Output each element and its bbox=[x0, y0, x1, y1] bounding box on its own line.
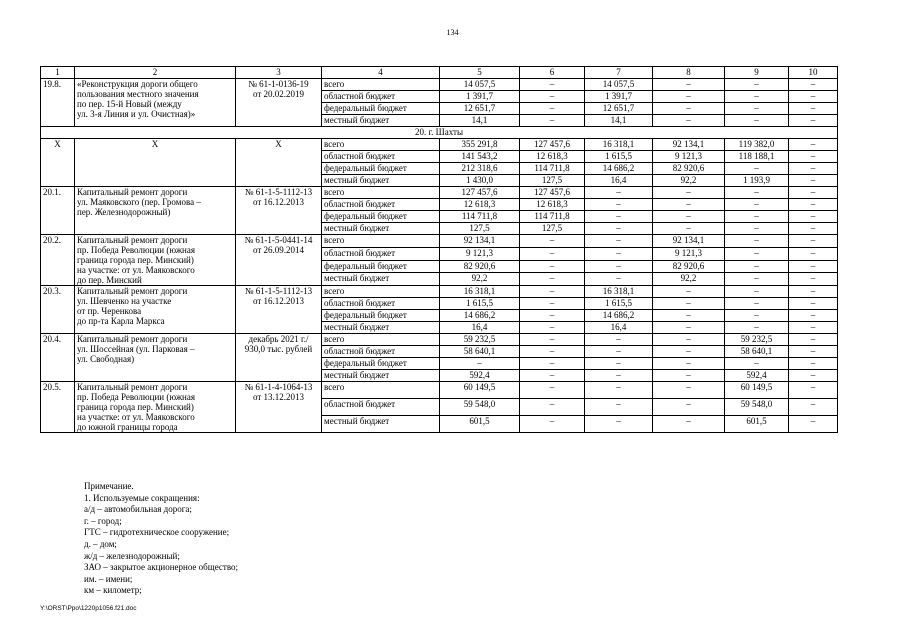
amount-cell: 59 232,5 bbox=[725, 334, 789, 346]
column-number-cell: 2 bbox=[75, 67, 236, 79]
amount-cell: – bbox=[789, 322, 838, 334]
amount-cell: – bbox=[653, 346, 725, 358]
amount-cell: – bbox=[789, 346, 838, 358]
amount-cell: – bbox=[725, 199, 789, 211]
funding-source: всего bbox=[322, 79, 440, 91]
amount-cell: 127 457,6 bbox=[520, 139, 585, 151]
amount-cell: 16,4 bbox=[585, 322, 653, 334]
amount-cell: – bbox=[520, 115, 585, 127]
amount-cell: – bbox=[725, 322, 789, 334]
amount-cell: 92 134,1 bbox=[653, 235, 725, 248]
funding-source: всего bbox=[322, 187, 440, 199]
item-document: декабрь 2021 г./ 930,0 тыс. рублей bbox=[236, 334, 322, 382]
amount-cell: – bbox=[653, 199, 725, 211]
amount-cell: – bbox=[789, 382, 838, 399]
funding-source: федеральный бюджет bbox=[322, 310, 440, 322]
amount-cell: 14,1 bbox=[585, 115, 653, 127]
item-description: «Реконструкция дороги общего пользования местного значения по пер. 15-й Новый (между ул. 3-я Линия и ул. Очистная)» bbox=[75, 79, 236, 127]
amount-cell: – bbox=[520, 235, 585, 248]
amount-cell: 14 686,2 bbox=[585, 163, 653, 175]
note-line: Примечание. bbox=[84, 481, 134, 491]
amount-cell: 16,4 bbox=[585, 175, 653, 187]
amount-cell: 58 640,1 bbox=[440, 346, 520, 358]
amount-cell: – bbox=[725, 235, 789, 248]
amount-cell: 127 457,6 bbox=[440, 187, 520, 199]
note-line: ГТС – гидротехническое сооружение; bbox=[84, 527, 230, 538]
funding-source: федеральный бюджет bbox=[322, 103, 440, 115]
amount-cell: 1 391,7 bbox=[440, 91, 520, 103]
section-row bbox=[41, 127, 838, 139]
item-number: 20.4. bbox=[41, 334, 75, 382]
amount-cell: – bbox=[653, 115, 725, 127]
amount-cell: 355 291,8 bbox=[440, 139, 520, 151]
amount-cell: 1 430,0 bbox=[440, 175, 520, 187]
page-number: 134 bbox=[446, 28, 459, 37]
amount-cell: – bbox=[653, 322, 725, 334]
amount-cell: – bbox=[585, 273, 653, 286]
amount-cell: – bbox=[585, 346, 653, 358]
amount-cell: – bbox=[653, 79, 725, 91]
item-description: Капитальный ремонт дороги пр. Победа Революции (южная граница города пер. Минский) на участке: от ул. Маяковского до пер. Минский bbox=[75, 235, 236, 286]
column-number-cell: 5 bbox=[440, 67, 520, 79]
funding-source: всего bbox=[322, 235, 440, 248]
amount-cell: – bbox=[725, 187, 789, 199]
amount-cell: 59 232,5 bbox=[440, 334, 520, 346]
amount-cell: – bbox=[520, 382, 585, 399]
note-line: ж/д – железнодорожный; bbox=[84, 550, 180, 561]
item-description: Капитальный ремонт дороги пр. Победа Революции (южная граница города пер. Минский) на участке: от ул. Маяковского до южной границы города bbox=[75, 382, 236, 433]
item-description: Капитальный ремонт дороги ул. Маяковского (пер. Громова – пер. Железнодорожный) bbox=[75, 187, 236, 235]
amount-cell: – bbox=[653, 334, 725, 346]
amount-cell: 592,4 bbox=[440, 370, 520, 382]
amount-cell: 16,4 bbox=[440, 322, 520, 334]
amount-cell: – bbox=[520, 103, 585, 115]
amount-cell: – bbox=[789, 416, 838, 433]
amount-cell: – bbox=[653, 298, 725, 310]
table-row bbox=[41, 334, 838, 346]
amount-cell: – bbox=[653, 187, 725, 199]
amount-cell: 59 548,0 bbox=[440, 399, 520, 416]
amount-cell: – bbox=[520, 273, 585, 286]
amount-cell: 141 543,2 bbox=[440, 151, 520, 163]
item-number: 20.1. bbox=[41, 187, 75, 235]
amount-cell: 114 711,8 bbox=[520, 211, 585, 223]
funding-source: федеральный бюджет bbox=[322, 260, 440, 273]
funding-source: федеральный бюджет bbox=[322, 358, 440, 370]
amount-cell: 127,5 bbox=[440, 223, 520, 235]
amount-cell: – bbox=[725, 273, 789, 286]
amount-cell: 12 651,7 bbox=[585, 103, 653, 115]
file-path: Y:\ORST\Ppo\1220p1056.f21.doc bbox=[40, 605, 137, 612]
amount-cell: 82 920,6 bbox=[440, 260, 520, 273]
table-row bbox=[41, 235, 838, 248]
amount-cell: – bbox=[520, 260, 585, 273]
amount-cell: – bbox=[789, 334, 838, 346]
amount-cell: 58 640,1 bbox=[725, 346, 789, 358]
item-document: № 61-1-4-1064-13 от 13.12.2013 bbox=[236, 382, 322, 433]
amount-cell: – bbox=[653, 382, 725, 399]
amount-cell: 16 318,1 bbox=[585, 139, 653, 151]
amount-cell: 82 920,6 bbox=[653, 163, 725, 175]
amount-cell: 119 382,0 bbox=[725, 139, 789, 151]
amount-cell: – bbox=[440, 358, 520, 370]
item-document: № 61-1-5-0441-14 от 26.09.2014 bbox=[236, 235, 322, 286]
amount-cell: – bbox=[725, 298, 789, 310]
funding-source: федеральный бюджет bbox=[322, 163, 440, 175]
funding-source: всего bbox=[322, 382, 440, 399]
amount-cell: – bbox=[520, 247, 585, 260]
funding-source: федеральный бюджет bbox=[322, 211, 440, 223]
funding-source: всего bbox=[322, 334, 440, 346]
item-description: Капитальный ремонт дороги ул. Шоссейная (ул. Парковая – ул. Свободная) bbox=[75, 334, 236, 382]
column-number-cell: 3 bbox=[236, 67, 322, 79]
amount-cell: – bbox=[789, 260, 838, 273]
amount-cell: – bbox=[789, 370, 838, 382]
amount-cell: – bbox=[653, 358, 725, 370]
note-line: а/д – автомобильная дорога; bbox=[84, 504, 192, 515]
amount-cell: 114 711,8 bbox=[440, 211, 520, 223]
funding-source: местный бюджет bbox=[322, 115, 440, 127]
amount-cell: – bbox=[789, 211, 838, 223]
amount-cell: – bbox=[725, 247, 789, 260]
table-row bbox=[41, 187, 838, 199]
item-document: № 61-1-5-1112-13 от 16.12.2013 bbox=[236, 187, 322, 235]
amount-cell: – bbox=[585, 399, 653, 416]
amount-cell: – bbox=[725, 103, 789, 115]
table-row bbox=[41, 382, 838, 399]
amount-cell: 12 618,3 bbox=[520, 151, 585, 163]
table-row bbox=[41, 79, 838, 91]
amount-cell: 14 686,2 bbox=[440, 310, 520, 322]
amount-cell: 92 134,1 bbox=[440, 235, 520, 248]
funding-source: областной бюджет bbox=[322, 199, 440, 211]
amount-cell: – bbox=[725, 310, 789, 322]
amount-cell: – bbox=[789, 298, 838, 310]
note-line: г. – город; bbox=[84, 515, 122, 526]
amount-cell: – bbox=[520, 370, 585, 382]
amount-cell: – bbox=[585, 358, 653, 370]
amount-cell: 127 457,6 bbox=[520, 187, 585, 199]
amount-cell: – bbox=[520, 286, 585, 298]
amount-cell: – bbox=[725, 260, 789, 273]
amount-cell: – bbox=[520, 310, 585, 322]
notes-block bbox=[84, 481, 238, 597]
amount-cell: – bbox=[789, 139, 838, 151]
funding-source: областной бюджет bbox=[322, 346, 440, 358]
amount-cell: – bbox=[653, 310, 725, 322]
amount-cell: 1 615,5 bbox=[585, 151, 653, 163]
column-number-cell: 9 bbox=[725, 67, 789, 79]
funding-source: местный бюджет bbox=[322, 223, 440, 235]
amount-cell: – bbox=[789, 163, 838, 175]
amount-cell: – bbox=[520, 298, 585, 310]
amount-cell: – bbox=[520, 346, 585, 358]
column-number-row bbox=[41, 67, 838, 79]
amount-cell: – bbox=[653, 223, 725, 235]
amount-cell: 14 057,5 bbox=[440, 79, 520, 91]
amount-cell: 16 318,1 bbox=[585, 286, 653, 298]
amount-cell: 1 391,7 bbox=[585, 91, 653, 103]
item-document: № 61-1-5-1112-13 от 16.12.2013 bbox=[236, 286, 322, 334]
note-line: км – километр; bbox=[84, 585, 142, 596]
amount-cell: – bbox=[725, 91, 789, 103]
amount-cell: 1 615,5 bbox=[440, 298, 520, 310]
section-title: 20. г. Шахты bbox=[41, 127, 838, 139]
funding-source: местный бюджет bbox=[322, 416, 440, 433]
amount-cell: 212 318,6 bbox=[440, 163, 520, 175]
amount-cell: – bbox=[725, 115, 789, 127]
amount-cell: – bbox=[789, 187, 838, 199]
amount-cell: – bbox=[585, 382, 653, 399]
amount-cell: 1 193,9 bbox=[725, 175, 789, 187]
amount-cell: – bbox=[520, 322, 585, 334]
note-line: ЗАО – закрытое акционерное общество; bbox=[84, 562, 239, 573]
table-row bbox=[41, 139, 838, 151]
amount-cell: 92,2 bbox=[653, 175, 725, 187]
column-number-cell: 1 bbox=[41, 67, 75, 79]
column-number-cell: 10 bbox=[789, 67, 838, 79]
amount-cell: – bbox=[585, 416, 653, 433]
amount-cell: 92,2 bbox=[653, 273, 725, 286]
amount-cell: – bbox=[585, 235, 653, 248]
amount-cell: – bbox=[653, 103, 725, 115]
amount-cell: – bbox=[585, 247, 653, 260]
item-number: 20.2. bbox=[41, 235, 75, 286]
item-number: 20.3. bbox=[41, 286, 75, 334]
amount-cell: 92 134,1 bbox=[653, 139, 725, 151]
column-number-cell: 7 bbox=[585, 67, 653, 79]
amount-cell: 118 188,1 bbox=[725, 151, 789, 163]
funding-source: местный бюджет bbox=[322, 273, 440, 286]
amount-cell: – bbox=[653, 91, 725, 103]
funding-source: областной бюджет bbox=[322, 298, 440, 310]
amount-cell: – bbox=[520, 79, 585, 91]
amount-cell: – bbox=[585, 187, 653, 199]
amount-cell: – bbox=[653, 370, 725, 382]
amount-cell: 114 711,8 bbox=[520, 163, 585, 175]
amount-cell: – bbox=[789, 286, 838, 298]
amount-cell: – bbox=[725, 358, 789, 370]
amount-cell: 60 149,5 bbox=[725, 382, 789, 399]
amount-cell: 14 057,5 bbox=[585, 79, 653, 91]
amount-cell: – bbox=[585, 260, 653, 273]
funding-source: местный бюджет bbox=[322, 175, 440, 187]
budget-table bbox=[40, 66, 838, 433]
amount-cell: – bbox=[585, 223, 653, 235]
amount-cell: – bbox=[725, 79, 789, 91]
item-description: X bbox=[75, 139, 236, 187]
amount-cell: – bbox=[520, 358, 585, 370]
amount-cell: – bbox=[653, 286, 725, 298]
item-number: 20.5. bbox=[41, 382, 75, 433]
funding-source: местный бюджет bbox=[322, 370, 440, 382]
item-document: № 61-1-0136-19 от 20.02.2019 bbox=[236, 79, 322, 127]
amount-cell: – bbox=[789, 91, 838, 103]
amount-cell: 12 618,3 bbox=[440, 199, 520, 211]
amount-cell: – bbox=[789, 151, 838, 163]
amount-cell: 60 149,5 bbox=[440, 382, 520, 399]
funding-source: областной бюджет bbox=[322, 247, 440, 260]
amount-cell: 601,5 bbox=[440, 416, 520, 433]
amount-cell: 1 615,5 bbox=[585, 298, 653, 310]
item-number: 19.8. bbox=[41, 79, 75, 127]
funding-source: областной бюджет bbox=[322, 151, 440, 163]
amount-cell: – bbox=[789, 310, 838, 322]
amount-cell: 12 618,3 bbox=[520, 199, 585, 211]
amount-cell: – bbox=[789, 103, 838, 115]
amount-cell: 82 920,6 bbox=[653, 260, 725, 273]
amount-cell: – bbox=[520, 334, 585, 346]
amount-cell: – bbox=[725, 163, 789, 175]
amount-cell: – bbox=[789, 247, 838, 260]
funding-source: местный бюджет bbox=[322, 322, 440, 334]
amount-cell: 9 121,3 bbox=[653, 151, 725, 163]
amount-cell: – bbox=[789, 79, 838, 91]
amount-cell: 9 121,3 bbox=[440, 247, 520, 260]
funding-source: областной бюджет bbox=[322, 91, 440, 103]
amount-cell: – bbox=[520, 416, 585, 433]
column-number-cell: 6 bbox=[520, 67, 585, 79]
table-row bbox=[41, 286, 838, 298]
amount-cell: – bbox=[725, 211, 789, 223]
item-document: X bbox=[236, 139, 322, 187]
table-body bbox=[41, 67, 838, 433]
amount-cell: 127,5 bbox=[520, 175, 585, 187]
amount-cell: – bbox=[725, 286, 789, 298]
column-number-cell: 4 bbox=[322, 67, 440, 79]
amount-cell: – bbox=[789, 199, 838, 211]
amount-cell: – bbox=[789, 175, 838, 187]
item-description: Капитальный ремонт дороги ул. Шевченко на участке от пр. Черенкова до пр-та Карла Маркса bbox=[75, 286, 236, 334]
amount-cell: – bbox=[789, 358, 838, 370]
amount-cell: 127,5 bbox=[520, 223, 585, 235]
amount-cell: – bbox=[585, 334, 653, 346]
amount-cell: – bbox=[585, 370, 653, 382]
amount-cell: – bbox=[653, 399, 725, 416]
amount-cell: – bbox=[725, 223, 789, 235]
amount-cell: 601,5 bbox=[725, 416, 789, 433]
amount-cell: – bbox=[789, 223, 838, 235]
note-line: д. – дом; bbox=[84, 538, 117, 549]
funding-source: областной бюджет bbox=[322, 399, 440, 416]
amount-cell: – bbox=[789, 273, 838, 286]
amount-cell: – bbox=[520, 399, 585, 416]
amount-cell: 16 318,1 bbox=[440, 286, 520, 298]
amount-cell: 9 121,3 bbox=[653, 247, 725, 260]
note-line: 1. Используемые сокращения: bbox=[84, 492, 200, 503]
amount-cell: 59 548,0 bbox=[725, 399, 789, 416]
item-number: X bbox=[41, 139, 75, 187]
funding-source: всего bbox=[322, 286, 440, 298]
amount-cell: 14,1 bbox=[440, 115, 520, 127]
amount-cell: 12 651,7 bbox=[440, 103, 520, 115]
amount-cell: – bbox=[653, 211, 725, 223]
amount-cell: 592,4 bbox=[725, 370, 789, 382]
amount-cell: – bbox=[789, 115, 838, 127]
amount-cell: – bbox=[585, 211, 653, 223]
amount-cell: – bbox=[585, 199, 653, 211]
amount-cell: 92,2 bbox=[440, 273, 520, 286]
column-number-cell: 8 bbox=[653, 67, 725, 79]
amount-cell: 14 686,2 bbox=[585, 310, 653, 322]
funding-source: всего bbox=[322, 139, 440, 151]
amount-cell: – bbox=[520, 91, 585, 103]
amount-cell: – bbox=[789, 235, 838, 248]
amount-cell: – bbox=[789, 399, 838, 416]
amount-cell: – bbox=[653, 416, 725, 433]
note-line: им. – имени; bbox=[84, 573, 133, 584]
